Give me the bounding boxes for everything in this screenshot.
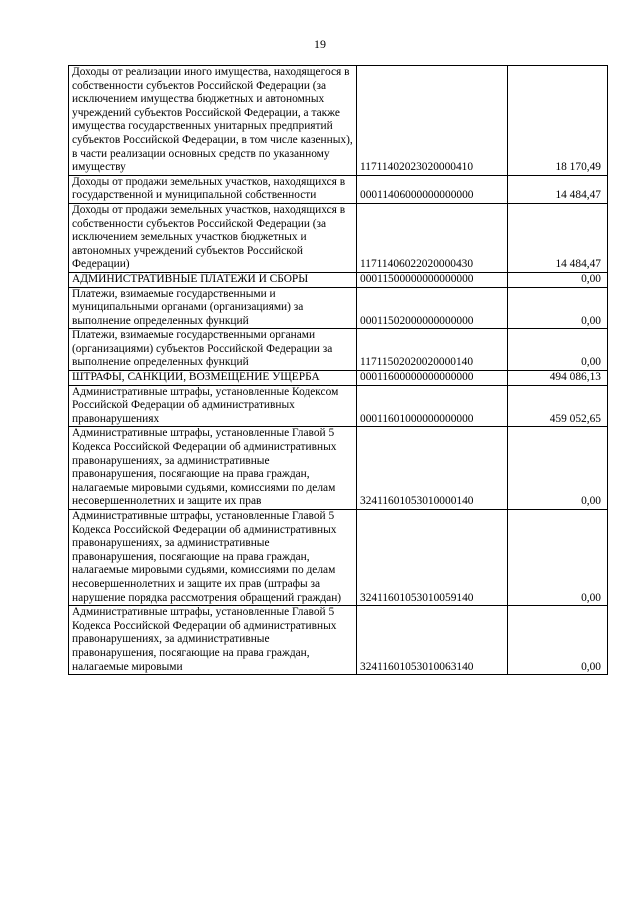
row-name: Административные штрафы, установленные Главой 5 Кодекса Российской Федерации об административных правонарушениях, за административные правонарушения, посягающие на права граждан, налагаемые мировыми судьями, комиссиями по делам несовершеннолетних и защите их прав xyxy=(69,427,357,510)
row-name: Доходы от реализации иного имущества, находящегося в собственности субъектов Российской Федерации (за исключением имущества бюджетных и автономных учреждений субъектов Российской Федерации, а также имущества государственных унитарных предприятий субъектов Российской Федерации, в том числе казенных), в части реализации основных средств по указанному имуществу xyxy=(69,66,357,176)
row-amount: 0,00 xyxy=(508,272,608,287)
revenue-table xyxy=(68,65,608,675)
row-amount: 0,00 xyxy=(508,606,608,675)
table-row xyxy=(69,175,608,203)
row-code: 00011502000000000000 xyxy=(357,287,508,329)
table-row xyxy=(69,329,608,371)
row-code: 32411601053010063140 xyxy=(357,606,508,675)
table-row xyxy=(69,66,608,176)
table-row xyxy=(69,510,608,606)
row-code: 11711502020020000140 xyxy=(357,329,508,371)
row-name: Административные штрафы, установленные Главой 5 Кодекса Российской Федерации об административных правонарушениях, за административные правонарушения, посягающие на права граждан, налагаемые мировыми судьями, комиссиями по делам несовершеннолетних и защите их прав (штрафы за нарушение порядка рассмотрения обращений граждан) xyxy=(69,510,357,606)
row-code: 00011600000000000000 xyxy=(357,371,508,386)
page-number: 19 xyxy=(314,37,326,51)
row-name: Административные штрафы, установленные Главой 5 Кодекса Российской Федерации об административных правонарушениях, за административные правонарушения, посягающие на права граждан, налагаемые мировыми xyxy=(69,606,357,675)
row-name: Доходы от продажи земельных участков, находящихся в государственной и муниципальной собственности xyxy=(69,175,357,203)
row-code: 00011500000000000000 xyxy=(357,272,508,287)
row-code: 11711406022020000430 xyxy=(357,203,508,272)
table-row xyxy=(69,385,608,427)
row-amount: 459 052,65 xyxy=(508,385,608,427)
row-code: 00011601000000000000 xyxy=(357,385,508,427)
row-name: АДМИНИСТРАТИВНЫЕ ПЛАТЕЖИ И СБОРЫ xyxy=(69,272,357,287)
row-code: 00011406000000000000 xyxy=(357,175,508,203)
table-row xyxy=(69,272,608,287)
table-row xyxy=(69,287,608,329)
row-name: Доходы от продажи земельных участков, находящихся в собственности субъектов Российской Федерации (за исключением земельных участков бюджетных и автономных учреждений субъектов Российской Федерации) xyxy=(69,203,357,272)
table-row xyxy=(69,606,608,675)
row-name: Платежи, взимаемые государственными органами (организациями) субъектов Российской Федерации за выполнение определенных функций xyxy=(69,329,357,371)
table-row xyxy=(69,427,608,510)
row-amount: 0,00 xyxy=(508,427,608,510)
row-amount: 18 170,49 xyxy=(508,66,608,176)
row-code: 11711402023020000410 xyxy=(357,66,508,176)
table-row xyxy=(69,371,608,386)
row-amount: 0,00 xyxy=(508,510,608,606)
row-name: ШТРАФЫ, САНКЦИИ, ВОЗМЕЩЕНИЕ УЩЕРБА xyxy=(69,371,357,386)
row-name: Административные штрафы, установленные Кодексом Российской Федерации об административных правонарушениях xyxy=(69,385,357,427)
row-amount: 0,00 xyxy=(508,287,608,329)
row-amount: 14 484,47 xyxy=(508,175,608,203)
row-amount: 0,00 xyxy=(508,329,608,371)
row-code: 32411601053010059140 xyxy=(357,510,508,606)
row-amount: 494 086,13 xyxy=(508,371,608,386)
row-name: Платежи, взимаемые государственными и муниципальными органами (организациями) за выполнение определенных функций xyxy=(69,287,357,329)
row-code: 32411601053010000140 xyxy=(357,427,508,510)
row-amount: 14 484,47 xyxy=(508,203,608,272)
table-row xyxy=(69,203,608,272)
